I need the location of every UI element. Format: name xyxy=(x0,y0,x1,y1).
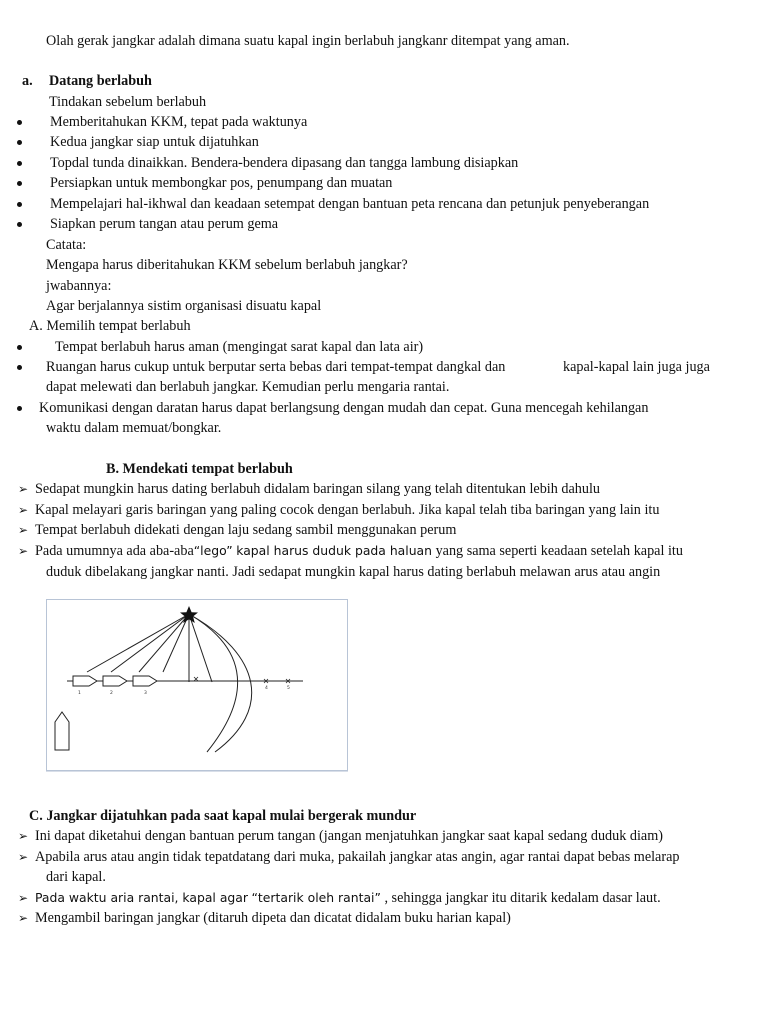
list-item: Kapal melayari garis baringan yang paling cocok dengan berlabuh. Jika kapal telah tiba baringan yang lain itu xyxy=(35,502,660,518)
answer-text: Agar berjalannya sistim organisasi disuatu kapal xyxy=(46,298,322,314)
list-item-continuation: duduk dibelakang jangkar nanti. Jadi sedapat mungkin kapal harus dating berlabuh melawan arus atau angin xyxy=(46,564,661,580)
list-item-part: “tertarik oleh rantai” xyxy=(251,890,381,905)
anchoring-diagram xyxy=(46,599,348,771)
arrow-bullet-icon: ➢ xyxy=(18,503,29,517)
list-item-continuation: waktu dalam memuat/bongkar. xyxy=(46,420,222,436)
arrow-bullet-icon: ➢ xyxy=(18,891,29,905)
list-item-part: Pada waktu aria rantai, kapal agar xyxy=(35,890,248,905)
bullet-dot xyxy=(17,365,22,370)
list-item xyxy=(35,889,661,907)
point-label: 4 xyxy=(265,686,268,691)
section-a-title: Datang berlabuh xyxy=(49,73,152,89)
bearing-line xyxy=(87,614,189,672)
list-item: Tempat berlabuh didekati dengan laju sedang sambil menggunakan perum xyxy=(35,522,457,538)
list-item: Tempat berlabuh harus aman (mengingat sarat kapal dan lata air) xyxy=(55,339,424,355)
point-label: 5 xyxy=(287,686,290,691)
bullet-dot xyxy=(17,202,22,207)
list-item: Sedapat mungkin harus dating berlabuh didalam baringan silang yang telah ditentukan lebih dahulu xyxy=(35,481,600,497)
section-a-subtitle: Tindakan sebelum berlabuh xyxy=(49,94,207,110)
list-item: Ruangan harus cukup untuk berputar serta bebas dari tempat-tempat dangkal dan xyxy=(46,359,506,375)
section-c-title: C. Jangkar dijatuhkan pada saat kapal mulai bergerak mundur xyxy=(29,808,417,824)
list-item: Memberitahukan KKM, tepat pada waktunya xyxy=(50,114,308,130)
point-label: 2 xyxy=(110,691,113,696)
list-item: Kedua jangkar siap untuk dijatuhkan xyxy=(50,134,259,150)
note-question: Mengapa harus diberitahukan KKM sebelum berlabuh jangkar? xyxy=(46,257,408,273)
list-item: Apabila arus atau angin tidak tepatdatang dari muka, pakailah jangkar atas angin, agar rantai dapat bebas melarap xyxy=(35,849,680,865)
list-item: Komunikasi dengan daratan harus dapat berlangsung dengan mudah dan cepat. Guna mencegah kehilangan xyxy=(39,400,649,416)
arrow-bullet-icon: ➢ xyxy=(18,523,29,537)
bullet-dot xyxy=(17,222,22,227)
ship-icon xyxy=(73,676,97,686)
list-item: Mengambil baringan jangkar (ditaruh dipeta dan dicatat didalam buku harian kapal) xyxy=(35,910,511,926)
list-item: Mempelajari hal-ikhwal dan keadaan setempat dengan bantuan peta rencana dan petunjuk penyeberangan xyxy=(50,196,650,212)
anchoring-diagram-svg xyxy=(47,600,347,770)
bullet-dot xyxy=(17,406,22,411)
list-item: Persiapkan untuk membongkar pos, penumpang dan muatan xyxy=(50,175,393,191)
bearing-line xyxy=(189,614,212,682)
bullet-dot xyxy=(17,181,22,186)
section-a2-title: A. Memilih tempat berlabuh xyxy=(29,318,191,334)
list-item: Ini dapat diketahui dengan bantuan perum tangan (jangan menjatuhkan jangkar saat kapal sedang duduk diam) xyxy=(35,828,663,844)
list-item-part: “lego” xyxy=(193,543,233,558)
ship-icon xyxy=(103,676,127,686)
bearing-line xyxy=(111,614,189,672)
bearing-line xyxy=(163,614,189,672)
bullet-dot xyxy=(17,140,22,145)
list-item-continuation: kapal-kapal lain juga juga xyxy=(563,359,710,375)
list-item-continuation: dari kapal. xyxy=(46,869,106,885)
arrow-bullet-icon: ➢ xyxy=(18,911,29,925)
bullet-dot xyxy=(17,345,22,350)
list-item-part: kapal harus duduk pada haluan xyxy=(236,543,433,558)
arrow-bullet-icon: ➢ xyxy=(18,482,29,496)
intro-text: Olah gerak jangkar adalah dimana suatu kapal ingin berlabuh jangkanr ditempat yang aman. xyxy=(46,33,570,49)
list-item xyxy=(35,542,683,560)
arrow-bullet-icon: ➢ xyxy=(18,850,29,864)
list-item: Siapkan perum tangan atau perum gema xyxy=(50,216,279,232)
point-label: 1 xyxy=(78,691,81,696)
list-item-part: yang sama seperti keadaan setelah kapal itu xyxy=(435,543,683,559)
small-ship-icon xyxy=(55,712,69,750)
bearing-line xyxy=(139,614,189,672)
arrow-bullet-icon: ➢ xyxy=(18,829,29,843)
list-item-part: Pada umumnya ada aba-aba xyxy=(35,543,194,559)
swing-arc xyxy=(189,614,252,752)
list-item-part: , sehingga jangkar itu ditarik kedalam dasar laut. xyxy=(384,890,661,906)
arrow-bullet-icon: ➢ xyxy=(18,544,29,558)
answer-label: jwabannya: xyxy=(46,278,112,294)
section-a-marker: a. xyxy=(22,73,33,89)
section-b-title: B. Mendekati tempat berlabuh xyxy=(106,461,293,477)
bullet-dot xyxy=(17,120,22,125)
point-label: 3 xyxy=(144,691,147,696)
list-item-continuation: dapat melewati dan berlabuh jangkar. Kemudian perlu mengaria rantai. xyxy=(46,379,450,395)
list-item: Topdal tunda dinaikkan. Bendera-bendera dipasang dan tangga lambung disiapkan xyxy=(50,155,519,171)
ship-icon xyxy=(133,676,157,686)
note-label: Catata: xyxy=(46,237,87,253)
bullet-dot xyxy=(17,161,22,166)
